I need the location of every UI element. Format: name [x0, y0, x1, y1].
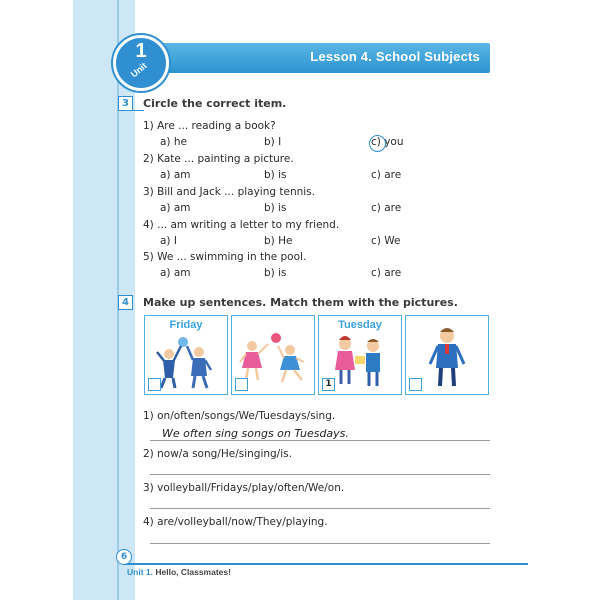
question-5-option-b[interactable]: b) is — [264, 267, 287, 279]
sentence-1-answer[interactable]: We often sing songs on Tuesdays. — [162, 427, 349, 440]
picture-1-answer-box[interactable] — [148, 378, 161, 391]
question-2-option-b[interactable]: b) is — [264, 169, 287, 181]
sentence-3-answer-line — [150, 508, 490, 509]
sentence-4-prompt: 4) are/volleyball/now/They/playing. — [143, 516, 328, 528]
unit-word: Unit — [128, 60, 149, 80]
exercise-3-instruction: Circle the correct item. — [143, 97, 287, 110]
footer-caption — [127, 567, 231, 577]
picture-1-label: Friday — [169, 319, 203, 331]
question-3-option-a[interactable]: a) am — [160, 202, 191, 214]
question-4-option-a[interactable]: a) I — [160, 235, 177, 247]
question-5-text: 5) We ... swimming in the pool. — [143, 251, 307, 263]
picture-3 — [318, 315, 402, 395]
question-4-text: 4) ... am writing a letter to my friend. — [143, 219, 340, 231]
picture-3-answer-box[interactable]: 1 — [322, 378, 335, 391]
page-number: 6 — [116, 549, 132, 565]
lesson-title: Lesson 4. School Subjects — [310, 49, 480, 64]
picture-2 — [231, 315, 315, 395]
question-5-option-a[interactable]: a) am — [160, 267, 191, 279]
sentence-4-answer-line — [150, 543, 490, 544]
question-2-option-c[interactable]: c) are — [371, 169, 402, 181]
unit-number: 1 — [135, 40, 147, 62]
question-2-text: 2) Kate ... painting a picture. — [143, 153, 294, 165]
question-4-option-b[interactable]: b) He — [264, 235, 293, 247]
picture-1 — [144, 315, 228, 395]
exercise-3-number: 3 — [118, 96, 133, 111]
question-1-option-b[interactable]: b) I — [264, 136, 282, 148]
exercise-3-underline — [124, 110, 144, 111]
footer-unit-title: Hello, Classmates! — [155, 567, 231, 577]
unit-badge — [113, 35, 169, 91]
answer-circle-mark — [369, 135, 386, 152]
footer-unit-label: Unit 1. — [127, 567, 153, 577]
question-1-option-c[interactable]: c) you — [371, 136, 404, 148]
question-3-option-b[interactable]: b) is — [264, 202, 287, 214]
sentence-3-prompt: 3) volleyball/Fridays/play/often/We/on. — [143, 482, 345, 494]
picture-4-answer-box[interactable] — [409, 378, 422, 391]
exercise-4-number: 4 — [118, 295, 133, 310]
footer-rule — [124, 563, 528, 565]
question-1-text: 1) Are ... reading a book? — [143, 120, 276, 132]
question-2-option-a[interactable]: a) am — [160, 169, 191, 181]
sentence-1-prompt: 1) on/often/songs/We/Tuesdays/sing. — [143, 410, 336, 422]
question-5-option-c[interactable]: c) are — [371, 267, 402, 279]
exercise-4-instruction: Make up sentences. Match them with the pictures. — [143, 296, 458, 309]
sentence-2-prompt: 2) now/a song/He/singing/is. — [143, 448, 292, 460]
picture-3-label: Tuesday — [338, 319, 382, 331]
question-1-option-a[interactable]: a) he — [160, 136, 187, 148]
sentence-2-answer-line — [150, 474, 490, 475]
question-3-text: 3) Bill and Jack ... playing tennis. — [143, 186, 315, 198]
question-3-option-c[interactable]: c) are — [371, 202, 402, 214]
picture-4 — [405, 315, 489, 395]
question-4-option-c[interactable]: c) We — [371, 235, 401, 247]
sentence-1-answer-line — [150, 440, 490, 441]
lesson-header-band — [160, 43, 490, 73]
picture-2-answer-box[interactable] — [235, 378, 248, 391]
